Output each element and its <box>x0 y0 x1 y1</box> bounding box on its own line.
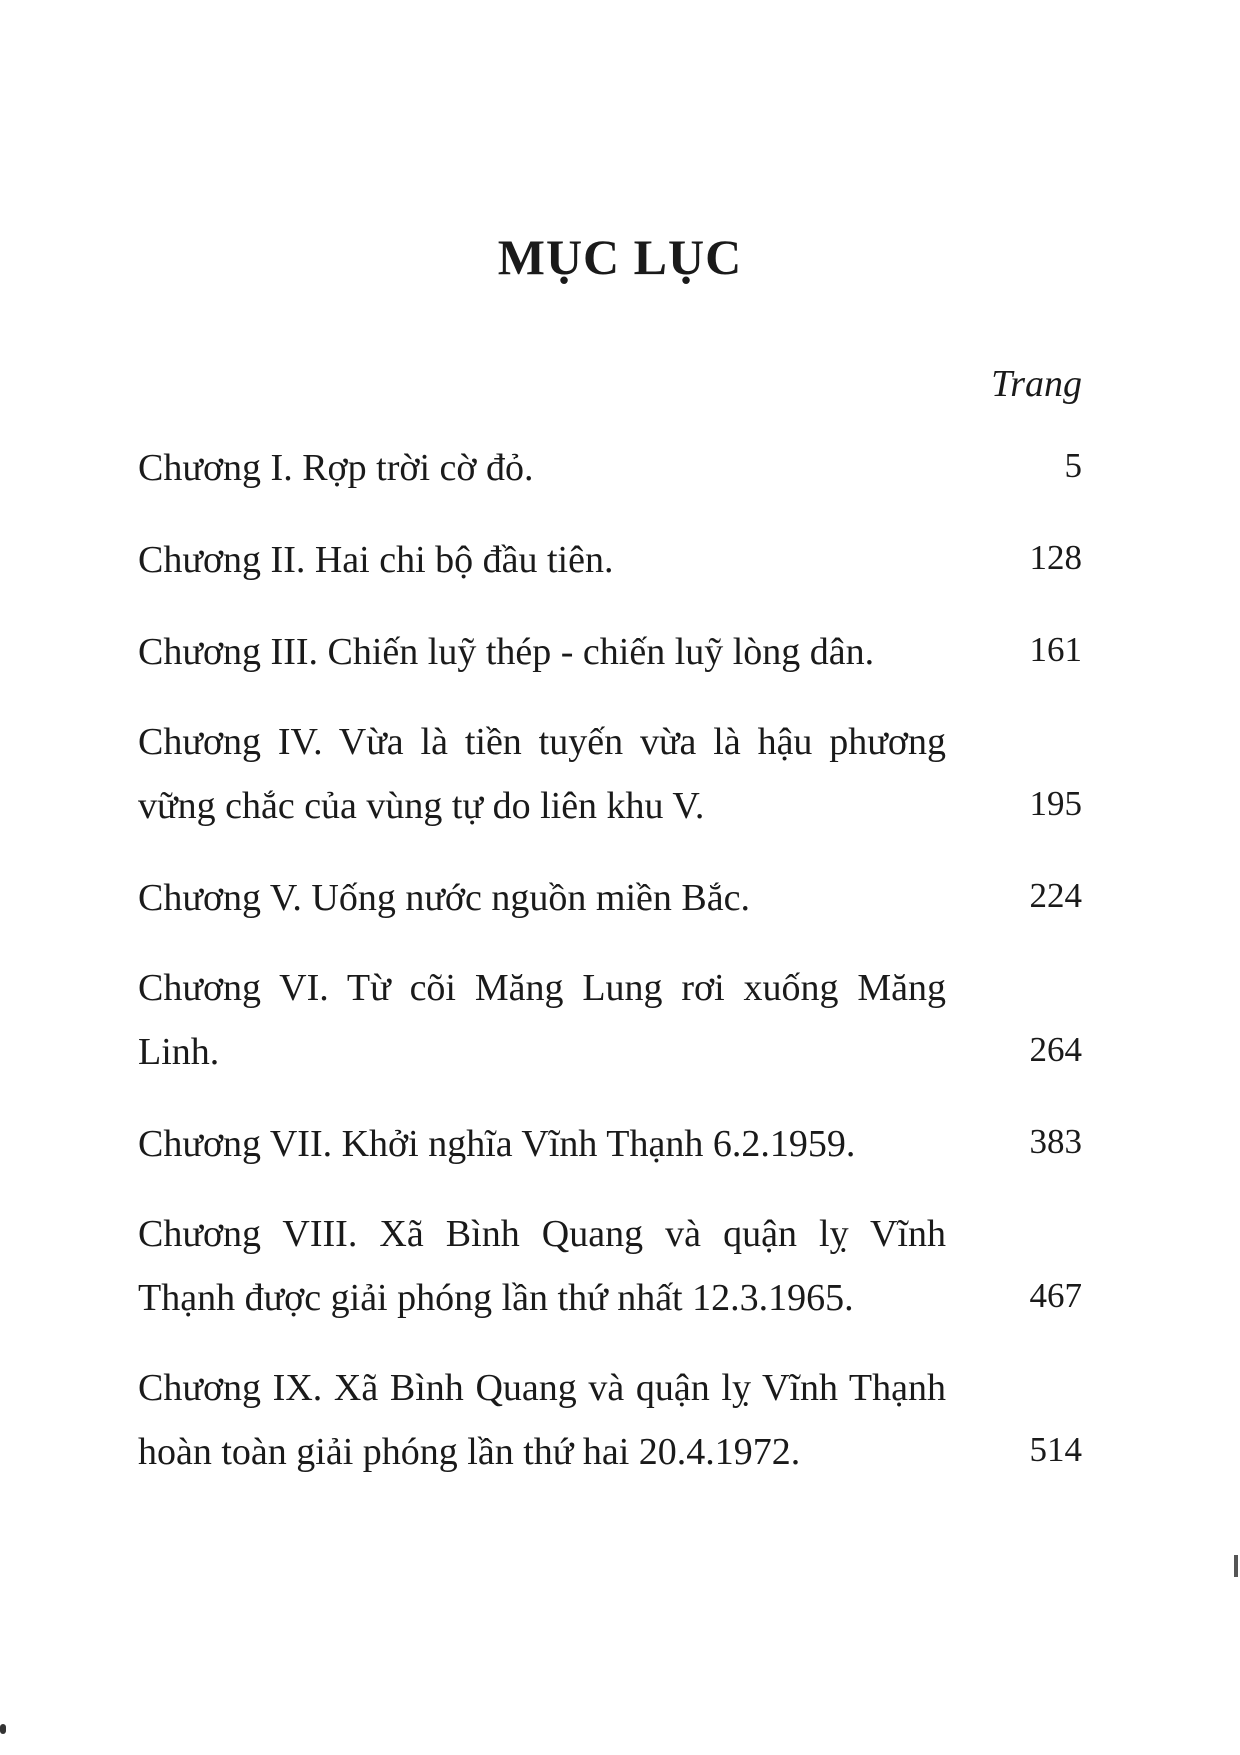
toc-entry-6 <box>138 956 1082 1084</box>
toc-entry-9 <box>138 1356 1082 1484</box>
toc-entry-title: Chương II. Hai chi bộ đầu tiên. <box>138 539 614 581</box>
toc-entry-title: Chương IX. Xã Bình Quang và quận lỵ Vĩnh Thạnh hoàn toàn giải phóng lần thứ hai 20.4.1972. <box>138 1367 946 1473</box>
toc-entry-title: Chương VIII. Xã Bình Quang và quận lỵ Vĩnh Thạnh được giải phóng lần thứ nhất 12.3.1965. <box>138 1213 946 1319</box>
toc-entry-page: 264 <box>1029 1030 1082 1069</box>
toc-entry-page: 5 <box>1064 446 1082 485</box>
toc-entry-8 <box>138 1202 1082 1330</box>
toc-entry-3 <box>138 618 1082 684</box>
toc-entry-page: 161 <box>1029 630 1082 669</box>
toc-entry-title: Chương V. Uống nước nguồn miền Bắc. <box>138 877 750 919</box>
toc-entry-page: 514 <box>1029 1430 1082 1469</box>
toc-entry-2 <box>138 526 1082 592</box>
toc-entry-title: Chương VI. Từ cõi Măng Lung rơi xuống Măng Linh. <box>138 967 946 1073</box>
toc-entry-page: 467 <box>1029 1276 1082 1315</box>
toc-entry-1 <box>138 434 1082 500</box>
toc-entry-page: 128 <box>1029 538 1082 577</box>
scan-artifact-dot <box>0 1724 6 1734</box>
toc-entry-page: 195 <box>1029 784 1082 823</box>
toc-entry-4 <box>138 710 1082 838</box>
toc-entry-title: Chương VII. Khởi nghĩa Vĩnh Thạnh 6.2.1959. <box>138 1123 856 1165</box>
toc-entry-title: Chương I. Rợp trời cờ đỏ. <box>138 447 534 489</box>
page-title: MỤC LỤC <box>497 229 743 285</box>
page-column-header: Trang <box>991 363 1082 405</box>
toc-entry-title: Chương IV. Vừa là tiền tuyến vừa là hậu phương vững chắc của vùng tự do liên khu V. <box>138 721 946 827</box>
toc-entry-page: 383 <box>1029 1122 1082 1161</box>
toc-entry-page: 224 <box>1029 876 1082 915</box>
toc-entry-5 <box>138 864 1082 930</box>
toc-entry-title: Chương III. Chiến luỹ thép - chiến luỹ lòng dân. <box>138 631 875 673</box>
table-of-contents <box>138 434 1082 1510</box>
scan-artifact-mark <box>1234 1555 1238 1577</box>
toc-entry-7 <box>138 1110 1082 1176</box>
